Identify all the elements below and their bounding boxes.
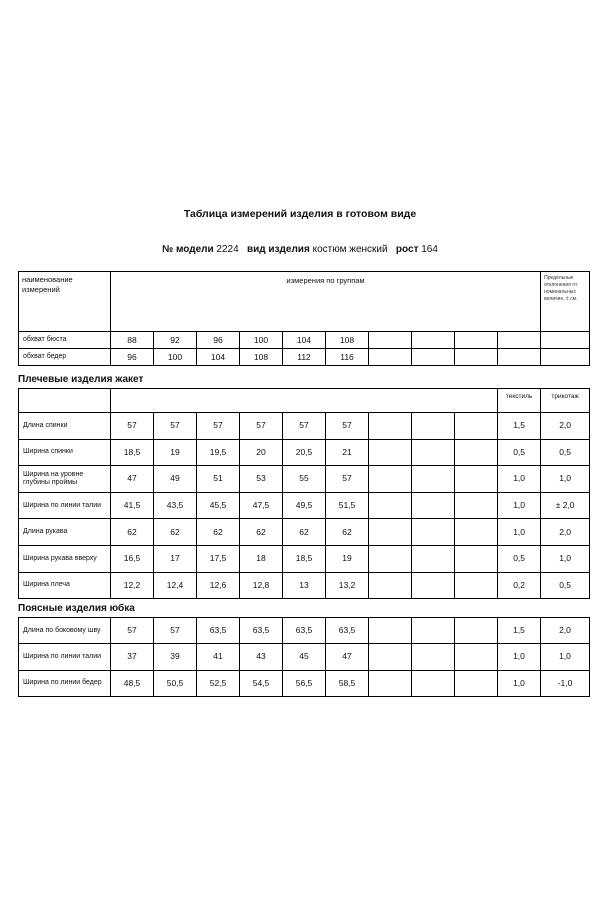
measurement-value: 55 xyxy=(283,466,326,493)
measurement-value: 48,5 xyxy=(111,670,154,696)
measurement-value: 57 xyxy=(326,413,369,440)
measurement-value: 45,5 xyxy=(197,492,240,519)
measurement-value: 57 xyxy=(326,466,369,493)
measurement-value: 62 xyxy=(283,519,326,546)
measurement-value: 19 xyxy=(154,439,197,466)
measurement-value: 100 xyxy=(154,349,197,366)
measurement-value: 57 xyxy=(111,413,154,440)
table-row xyxy=(19,466,590,493)
measurement-value xyxy=(412,618,455,644)
measurement-value xyxy=(412,439,455,466)
table-row xyxy=(19,545,590,572)
measurement-name: Ширина по линии талии xyxy=(19,492,111,519)
measurement-name: Длина спинки xyxy=(19,413,111,440)
tolerance-knit: 1,0 xyxy=(541,466,590,493)
groups-header: измерения по группам xyxy=(111,272,541,332)
measurement-value xyxy=(455,492,498,519)
measurement-value: 57 xyxy=(283,413,326,440)
measurement-value xyxy=(412,466,455,493)
measurement-value: 108 xyxy=(240,349,283,366)
measurement-value: 51,5 xyxy=(326,492,369,519)
measurement-value xyxy=(369,618,412,644)
tolerance-textile: 0,5 xyxy=(498,545,541,572)
height-label: рост xyxy=(395,244,419,255)
measurement-value: 47 xyxy=(326,644,369,670)
measurement-value xyxy=(369,519,412,546)
measurement-value xyxy=(455,439,498,466)
tolerance-knit: 1,0 xyxy=(541,545,590,572)
measurement-value: 41 xyxy=(197,644,240,670)
measurement-name: Ширина спинки xyxy=(19,439,111,466)
measurement-value: 57 xyxy=(154,618,197,644)
measurement-value: 96 xyxy=(111,349,154,366)
measurement-value: 47 xyxy=(111,466,154,493)
measurement-value xyxy=(369,413,412,440)
table-row xyxy=(19,519,590,546)
measurement-value: 16,5 xyxy=(111,545,154,572)
size-groups-table xyxy=(18,271,590,366)
measurement-value xyxy=(455,519,498,546)
measurement-value xyxy=(412,349,455,366)
skirt-table xyxy=(18,617,590,697)
tolerance-knit: 0,5 xyxy=(541,439,590,466)
measurement-value: 37 xyxy=(111,644,154,670)
measurement-value xyxy=(369,545,412,572)
measurement-value: 47,5 xyxy=(240,492,283,519)
measurement-value: 21 xyxy=(326,439,369,466)
textile-header: текстиль xyxy=(498,389,541,413)
measurement-value: 17 xyxy=(154,545,197,572)
measurement-name: Ширина плеча xyxy=(19,572,111,599)
tolerance-textile: 0,2 xyxy=(498,572,541,599)
measurement-value: 18,5 xyxy=(283,545,326,572)
measurement-value: 52,5 xyxy=(197,670,240,696)
measurement-value xyxy=(412,670,455,696)
measurement-name: обхват бюста xyxy=(19,332,111,349)
measurement-value: 53 xyxy=(240,466,283,493)
measurement-value: 104 xyxy=(283,332,326,349)
measurement-value: 100 xyxy=(240,332,283,349)
measurement-value: 57 xyxy=(197,413,240,440)
tolerance-textile: 1,0 xyxy=(498,492,541,519)
table-row xyxy=(19,413,590,440)
product-type-label: вид изделия xyxy=(247,244,310,255)
measurement-value xyxy=(412,572,455,599)
measurement-value xyxy=(412,413,455,440)
table-row xyxy=(19,618,590,644)
measurement-value: 18,5 xyxy=(111,439,154,466)
measurement-value xyxy=(455,670,498,696)
tolerance-knit: 0,5 xyxy=(541,572,590,599)
measurement-value xyxy=(455,572,498,599)
measurement-value xyxy=(455,466,498,493)
measurement-value xyxy=(369,670,412,696)
table-row xyxy=(19,670,590,696)
document-title: Таблица измерений изделия в готовом виде xyxy=(183,208,417,220)
measurement-value: 12,2 xyxy=(111,572,154,599)
measurement-value xyxy=(412,492,455,519)
measurement-value: 108 xyxy=(326,332,369,349)
measurement-value: 62 xyxy=(111,519,154,546)
tolerance-textile: 1,5 xyxy=(498,618,541,644)
measurement-value xyxy=(369,572,412,599)
measurement-value xyxy=(455,332,498,349)
measurement-value xyxy=(412,545,455,572)
measurement-name: Ширина по линии бедер xyxy=(19,670,111,696)
measurement-value: 51 xyxy=(197,466,240,493)
measurement-value: 57 xyxy=(111,618,154,644)
measurement-value xyxy=(412,332,455,349)
measurement-value: 96 xyxy=(197,332,240,349)
measurement-value: 57 xyxy=(240,413,283,440)
tolerance-textile: 1,0 xyxy=(498,670,541,696)
skirt-section-title: Поясные изделия юбка xyxy=(18,603,135,614)
measurement-value: 18 xyxy=(240,545,283,572)
measurement-value xyxy=(369,332,412,349)
measurement-value xyxy=(412,519,455,546)
measurement-name: Ширина на уровне глубины проймы xyxy=(19,466,111,493)
measurement-value xyxy=(498,349,541,366)
measurement-value: 13 xyxy=(283,572,326,599)
height-value: 164 xyxy=(421,244,438,255)
measurement-name: обхват бедер xyxy=(19,349,111,366)
jacket-header-groups xyxy=(111,389,498,413)
measurement-value xyxy=(455,413,498,440)
header-row xyxy=(19,272,590,332)
measurement-value: 58,5 xyxy=(326,670,369,696)
knit-header: трикотаж xyxy=(541,389,590,413)
measurement-value: 63,5 xyxy=(326,618,369,644)
measurement-value: 88 xyxy=(111,332,154,349)
measurement-value xyxy=(369,349,412,366)
measurement-name: Ширина по линии талии xyxy=(19,644,111,670)
measurement-value: 17,5 xyxy=(197,545,240,572)
tolerance-textile: 1,0 xyxy=(498,466,541,493)
name-header: наименование измерений xyxy=(19,272,111,332)
measurement-value: 112 xyxy=(283,349,326,366)
jacket-section-title: Плечевые изделия жакет xyxy=(18,374,144,385)
tolerance-empty xyxy=(541,349,590,366)
measurement-value: 50,5 xyxy=(154,670,197,696)
tolerance-knit: ± 2,0 xyxy=(541,492,590,519)
measurement-value: 104 xyxy=(197,349,240,366)
measurement-value: 49 xyxy=(154,466,197,493)
tolerance-textile: 0,5 xyxy=(498,439,541,466)
measurement-value xyxy=(412,644,455,670)
tolerance-knit: 2,0 xyxy=(541,519,590,546)
measurement-value xyxy=(455,349,498,366)
model-value: 2224 xyxy=(216,244,239,255)
jacket-table xyxy=(18,388,590,599)
measurement-name: Длина рукава xyxy=(19,519,111,546)
table-row xyxy=(19,644,590,670)
measurement-value: 63,5 xyxy=(283,618,326,644)
measurement-value: 54,5 xyxy=(240,670,283,696)
measurement-value: 20,5 xyxy=(283,439,326,466)
measurement-value: 41,5 xyxy=(111,492,154,519)
tolerance-knit: 1,0 xyxy=(541,644,590,670)
measurement-value xyxy=(369,644,412,670)
measurement-value: 116 xyxy=(326,349,369,366)
measurement-value xyxy=(455,618,498,644)
tolerance-textile: 1,5 xyxy=(498,413,541,440)
tolerance-empty xyxy=(541,332,590,349)
product-type-value: костюм женский xyxy=(312,244,388,255)
jacket-header-row xyxy=(19,389,590,413)
measurement-value xyxy=(455,545,498,572)
tolerance-knit: 2,0 xyxy=(541,618,590,644)
measurement-value: 57 xyxy=(154,413,197,440)
measurement-value: 39 xyxy=(154,644,197,670)
tolerance-knit: -1,0 xyxy=(541,670,590,696)
measurement-value: 12,8 xyxy=(240,572,283,599)
measurement-value: 43,5 xyxy=(154,492,197,519)
measurement-value: 43 xyxy=(240,644,283,670)
measurement-value: 19 xyxy=(326,545,369,572)
tolerance-note: Предельные отклонения от номинальных величин, ± см. xyxy=(541,272,590,332)
measurement-value xyxy=(369,466,412,493)
table-row xyxy=(19,349,590,366)
jacket-header-empty xyxy=(19,389,111,413)
measurement-value: 56,5 xyxy=(283,670,326,696)
measurement-value: 62 xyxy=(240,519,283,546)
table-row xyxy=(19,492,590,519)
measurement-value: 92 xyxy=(154,332,197,349)
measurement-value: 63,5 xyxy=(240,618,283,644)
measurement-value: 19,5 xyxy=(197,439,240,466)
measurement-value: 62 xyxy=(326,519,369,546)
measurement-value: 45 xyxy=(283,644,326,670)
measurement-value: 20 xyxy=(240,439,283,466)
model-label: № модели xyxy=(162,244,214,255)
measurement-value: 63,5 xyxy=(197,618,240,644)
model-info-line xyxy=(0,243,600,257)
table-row xyxy=(19,332,590,349)
measurement-name: Ширина рукава вверху xyxy=(19,545,111,572)
measurement-value: 12,6 xyxy=(197,572,240,599)
measurement-value: 12,4 xyxy=(154,572,197,599)
measurement-value: 13,2 xyxy=(326,572,369,599)
measurement-value: 62 xyxy=(154,519,197,546)
measurement-value xyxy=(369,492,412,519)
measurement-name: Длина по боковому шву xyxy=(19,618,111,644)
measurement-value xyxy=(455,644,498,670)
table-row xyxy=(19,439,590,466)
measurement-value xyxy=(369,439,412,466)
tolerance-knit: 2,0 xyxy=(541,413,590,440)
tolerance-textile: 1,0 xyxy=(498,644,541,670)
tolerance-textile: 1,0 xyxy=(498,519,541,546)
measurement-value xyxy=(498,332,541,349)
table-row xyxy=(19,572,590,599)
measurement-value: 49,5 xyxy=(283,492,326,519)
measurement-value: 62 xyxy=(197,519,240,546)
